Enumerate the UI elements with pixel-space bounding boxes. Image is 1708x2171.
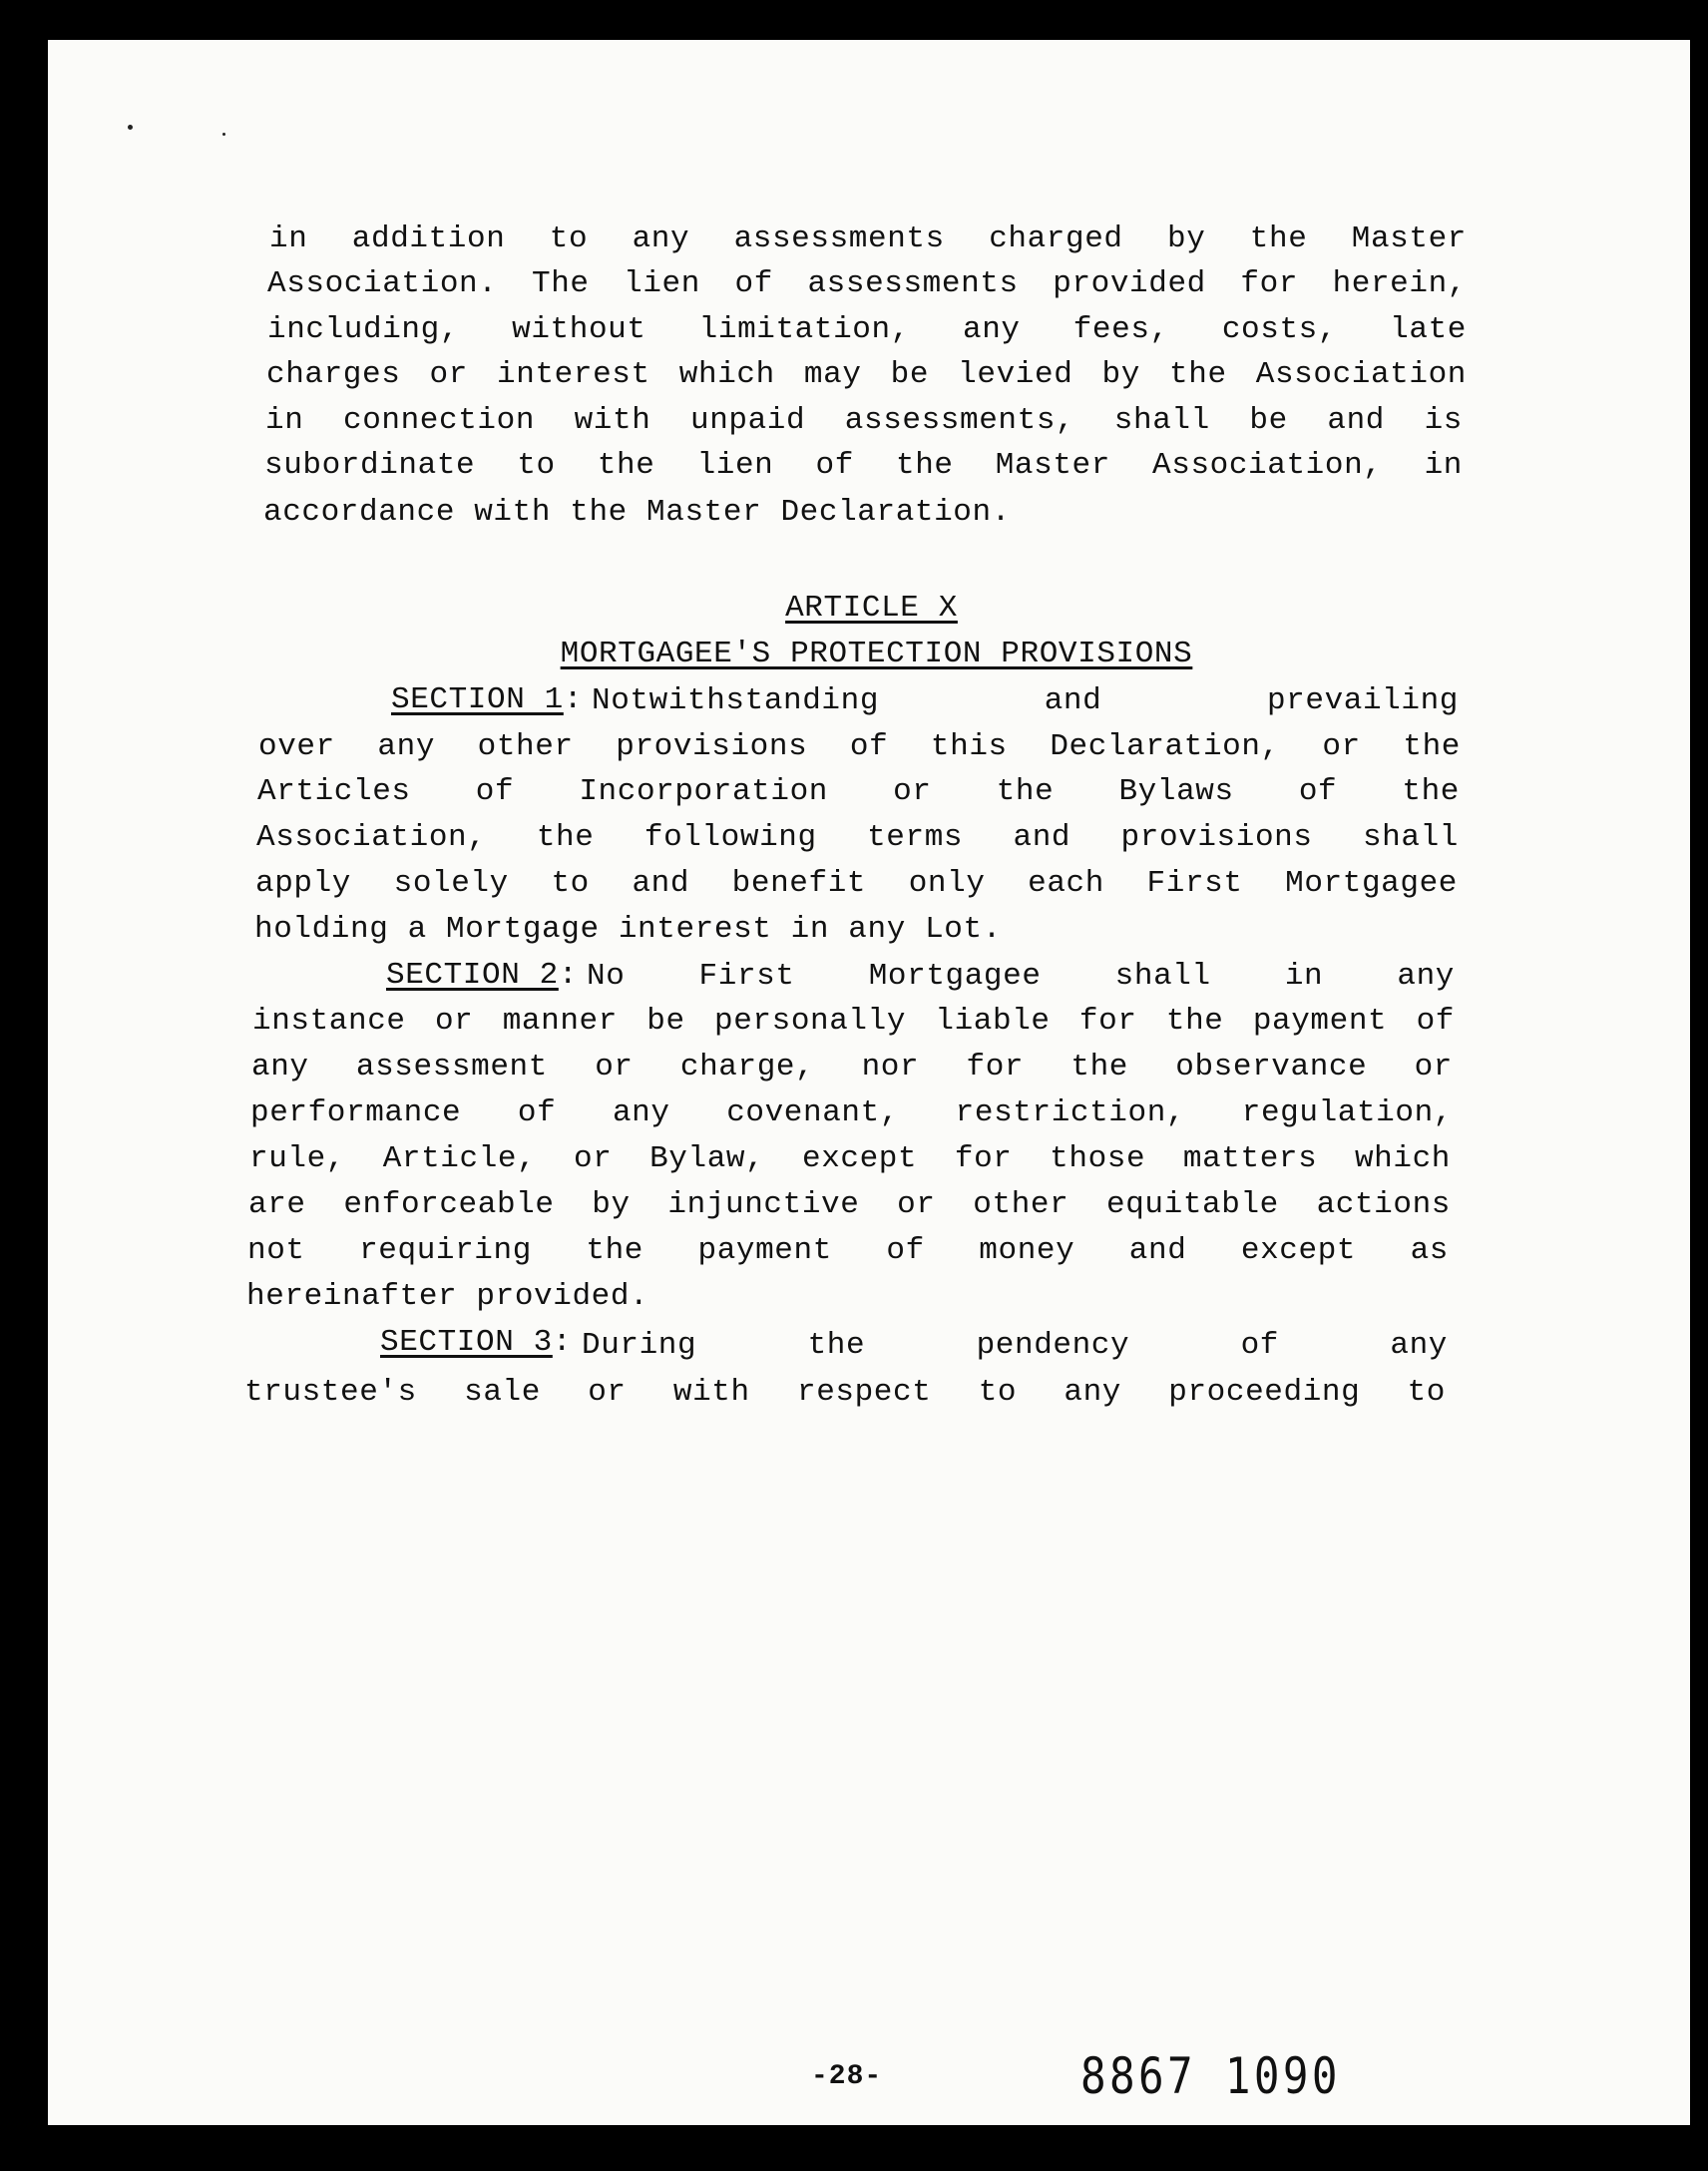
- para-top-line: subordinate to the lien of the Master Association, in: [264, 448, 1463, 483]
- article-title: ARTICLE X: [785, 591, 958, 626]
- section-1-line: apply solely to and benefit only each First Mortgagee: [255, 866, 1458, 901]
- section-1-line: Articles of Incorporation or the Bylaws of the: [257, 774, 1460, 809]
- para-top-line: including, without limitation, any fees, costs, late: [267, 312, 1467, 347]
- para-top-line: in connection with unpaid assessments, shall be and is: [265, 403, 1463, 438]
- section-3-heading: SECTION 3:: [380, 1325, 573, 1360]
- scan-speck: [128, 125, 133, 130]
- scan-speck: [222, 133, 225, 136]
- section-2-heading: SECTION 2:: [386, 958, 579, 993]
- section-2-line: any assessment or charge, nor for the observance or: [251, 1050, 1453, 1085]
- section-1-first-line: Notwithstanding and prevailing: [592, 683, 1459, 718]
- section-2-first-line: No First Mortgagee shall in any: [587, 959, 1455, 994]
- section-3-label: SECTION 3: [380, 1325, 553, 1360]
- section-2-line: performance of any covenant, restriction, regulation,: [250, 1095, 1453, 1130]
- para-top-line: accordance with the Master Declaration.: [263, 495, 1011, 530]
- section-1-line: holding a Mortgage interest in any Lot.: [254, 912, 1002, 947]
- section-3-line: trustee's sale or with respect to any proceeding to: [244, 1375, 1446, 1410]
- section-2-line: hereinafter provided.: [246, 1279, 649, 1314]
- para-top-line: charges or interest which may be levied by the Association: [266, 357, 1467, 392]
- article-subtitle: MORTGAGEE'S PROTECTION PROVISIONS: [560, 637, 1193, 671]
- section-2-label: SECTION 2: [386, 958, 559, 993]
- document-page: [48, 40, 1690, 2125]
- section-1-label: SECTION 1: [391, 682, 564, 717]
- para-top-line: Association. The lien of assessments provided for herein,: [267, 266, 1467, 301]
- section-2-line: instance or manner be personally liable for the payment of: [252, 1004, 1455, 1039]
- section-2-line: are enforceable by injunctive or other equitable actions: [248, 1187, 1451, 1222]
- section-1-line: over any other provisions of this Declaration, or the: [258, 729, 1461, 764]
- section-2-line: not requiring the payment of money and except as: [247, 1233, 1449, 1268]
- page-number: -28-: [811, 2061, 883, 2092]
- section-1-heading: SECTION 1:: [391, 682, 584, 717]
- para-top-line: in addition to any assessments charged by the Master: [269, 221, 1467, 256]
- book-page-number: 8867 1090: [1080, 2047, 1341, 2105]
- section-2-line: rule, Article, or Bylaw, except for those matters which: [249, 1141, 1451, 1176]
- section-3-first-line: During the pendency of any: [582, 1328, 1448, 1363]
- section-1-line: Association, the following terms and provisions shall: [256, 820, 1459, 855]
